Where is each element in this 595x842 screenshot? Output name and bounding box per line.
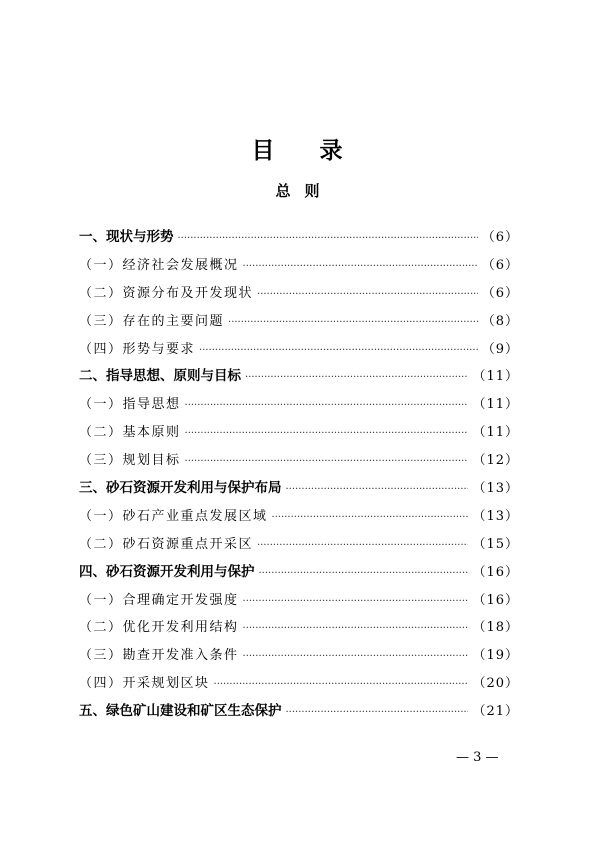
toc-entry-page: （11） — [472, 425, 519, 441]
dot-leader — [243, 588, 469, 616]
page-number: — 3 — — [456, 750, 499, 765]
dot-leader — [257, 281, 478, 309]
toc-section-entry[interactable] — [79, 336, 519, 364]
dot-leader — [243, 643, 469, 671]
toc-entry-label: 一、现状与形势 — [79, 229, 174, 245]
dot-leader — [185, 392, 469, 420]
dot-leader — [178, 225, 478, 253]
toc-entry-page: （18） — [472, 620, 519, 636]
toc-chapter-entry[interactable] — [79, 698, 519, 726]
toc-section-entry[interactable] — [79, 531, 519, 559]
toc-entry-page: （6） — [481, 285, 519, 301]
toc-entry-page: （19） — [472, 648, 519, 664]
toc-section-entry[interactable] — [79, 280, 519, 308]
toc-entry-page: （20） — [472, 676, 519, 692]
toc-entry-label: 四、砂石资源开发利用与保护 — [79, 563, 255, 580]
toc-entry-label: 二、指导思想、原则与目标 — [79, 368, 241, 385]
toc-entry-label: （三）规划目标 — [79, 453, 181, 469]
toc-entry-page: （9） — [481, 341, 519, 357]
dot-leader — [214, 671, 469, 699]
toc-entry-page: （12） — [472, 453, 519, 469]
toc-entry-page: （8） — [481, 313, 519, 329]
dot-leader — [257, 532, 468, 560]
title-char-2: 录 — [319, 138, 344, 164]
table-of-contents — [79, 224, 519, 726]
toc-section-entry[interactable] — [79, 308, 519, 336]
dot-leader — [243, 615, 469, 643]
toc-entry-page: （13） — [472, 508, 519, 524]
toc-section-entry[interactable] — [79, 419, 519, 447]
toc-section-entry[interactable] — [79, 391, 519, 419]
toc-entry-label: （一）经济社会发展概况 — [79, 257, 239, 273]
subtitle-char-2: 则 — [304, 182, 320, 200]
toc-entry-label: 三、砂石资源开发利用与保护布局 — [79, 480, 282, 497]
subtitle-char-1: 总 — [275, 182, 291, 200]
toc-chapter-entry[interactable] — [79, 224, 519, 252]
toc-entry-label: （二）砂石资源重点开采区 — [79, 536, 254, 552]
page-title — [0, 132, 595, 165]
toc-entry-label: （二）基本原则 — [79, 425, 181, 441]
toc-entry-page: （16） — [472, 564, 519, 580]
dot-leader — [199, 337, 478, 365]
toc-entry-page: （11） — [472, 369, 519, 385]
toc-chapter-entry[interactable] — [79, 363, 519, 391]
toc-entry-page: （6） — [481, 230, 519, 245]
toc-entry-page: （13） — [472, 481, 519, 497]
toc-entry-label: （三）勘查开发准入条件 — [79, 648, 239, 664]
toc-entry-label: （二）资源分布及开发现状 — [79, 285, 254, 301]
dot-leader — [286, 476, 469, 504]
toc-entry-page: （11） — [472, 397, 519, 413]
toc-entry-label: （二）优化开发利用结构 — [79, 620, 239, 636]
dot-leader — [272, 504, 469, 532]
dot-leader — [243, 253, 478, 281]
dot-leader — [228, 309, 478, 337]
toc-section-entry[interactable] — [79, 503, 519, 531]
toc-entry-label: （四）开采规划区块 — [79, 676, 210, 692]
section-subtitle — [0, 180, 595, 201]
toc-section-entry[interactable] — [79, 252, 519, 280]
toc-section-entry[interactable] — [79, 670, 519, 698]
dot-leader — [245, 364, 468, 392]
toc-chapter-entry[interactable] — [79, 475, 519, 503]
toc-entry-label: 五、绿色矿山建设和矿区生态保护 — [79, 703, 282, 720]
toc-entry-label: （一）指导思想 — [79, 397, 181, 413]
dot-leader — [185, 420, 469, 448]
toc-entry-page: （16） — [472, 592, 519, 608]
toc-entry-label: （一）砂石产业重点发展区域 — [79, 508, 268, 524]
toc-section-entry[interactable] — [79, 642, 519, 670]
toc-entry-label: （一）合理确定开发强度 — [79, 592, 239, 608]
toc-section-entry[interactable] — [79, 587, 519, 615]
toc-entry-page: （21） — [472, 704, 519, 720]
dot-leader — [286, 699, 469, 727]
dot-leader — [185, 448, 469, 476]
toc-section-entry[interactable] — [79, 447, 519, 475]
toc-chapter-entry[interactable] — [79, 559, 519, 587]
toc-entry-page: （15） — [472, 536, 519, 552]
toc-entry-page: （6） — [481, 257, 519, 273]
toc-section-entry[interactable] — [79, 614, 519, 642]
toc-entry-label: （四）形势与要求 — [79, 341, 196, 357]
dot-leader — [259, 560, 469, 588]
toc-entry-label: （三）存在的主要问题 — [79, 313, 225, 329]
title-char-1: 目 — [251, 138, 276, 164]
